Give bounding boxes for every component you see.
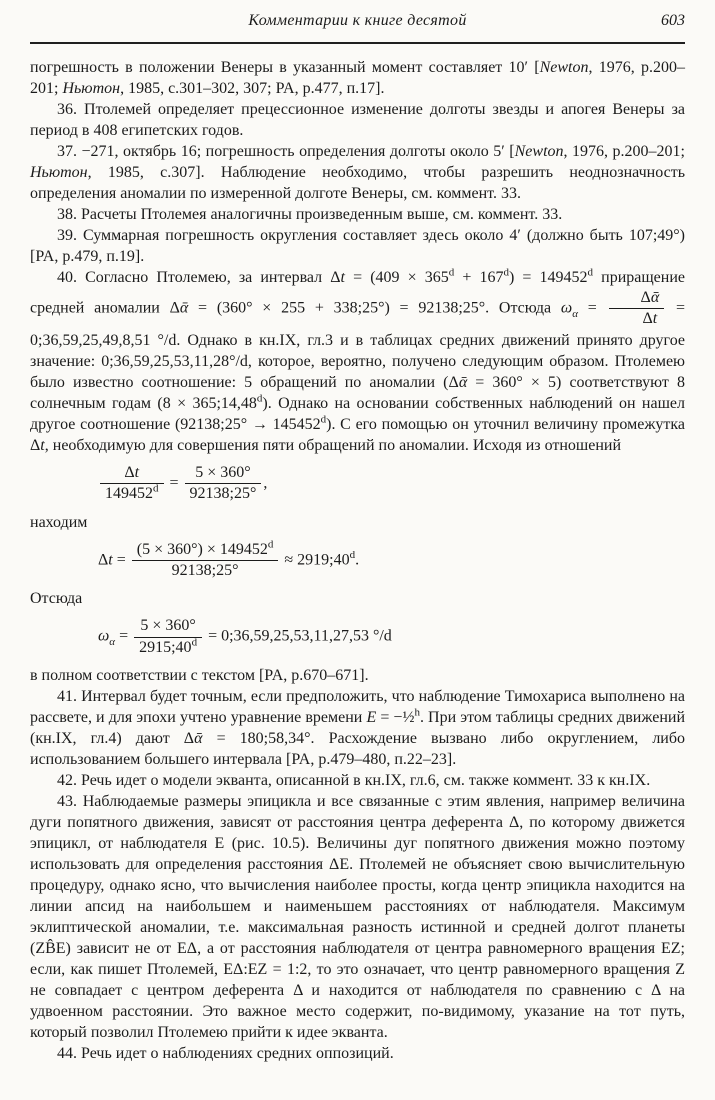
commentary-text — [30, 57, 685, 1064]
commentary-paragraph: 43. Наблюдаемые размеры эпицикла и все связанные с этим явления, например величина дуги попятного движения, зависят от расстояния центра деферента Δ, по которому движется эпицикл, от наблюдателя E (рис. 10.5). Величины дуг попятного движения можно поэтому использовать для определения расстояния ΔE. Птолемей не объясняет свою вычислительную процедуру, однако ясно, что вычисления наиболее просты, когда центр эпицикла находится на линии апсид на наибольшем и наименьшем расстояниях от наблюдателя. Максимум эклиптической аномалии, т.е. максимальная разность истинной и средней долгот планеты (ZB̂E) зависит не от EΔ, а от расстояния наблюдателя от центра равномерного вращения EZ; если, как пишет Птолемей, EΔ:EZ = 1:2, то это означает, что центр равномерного вращения Z не совпадает с центром деферента Δ и находится от наблюдателя по сравнению с Δ на удвоенном расстоянии. Это важное место содержит, по-видимому, указание на тот путь, который позволил Птолемею прийти к идее экванта. — [30, 793, 685, 1042]
commentary-paragraph: 41. Интервал будет точным, если предположить, что наблюдение Тимохариса выполнено на рассвете, и для эпохи учтено уравнение времени E = −½$^h$. При этом таблицы средних движений (кн.IX, гл.4) дают Δᾱ = 180;58,34°. Расхождение вызвано либо округлением, либо использованием большего интервала [PA, p.479–480, п.22–23]. — [30, 688, 686, 769]
commentary-paragraph: в полном соответствии с текстом [PA, p.670–671]. — [30, 667, 369, 685]
commentary-paragraph: 38. Расчеты Птолемея аналогичны произведенным выше, см. коммент. 33. — [57, 206, 563, 223]
fraction: $\frac{\Delta t}{149452^d}$ — [100, 464, 164, 504]
display-formula: Δt = $\frac{(5 \times 360^\circ) \times 149452^d}{92138;25^\circ}$ ≈ $2919;40^d$. — [98, 538, 360, 579]
commentary-paragraph: Отсюда — [30, 590, 83, 608]
display-formula: $\frac{\Delta t}{149452^d}$ = $\frac{5 \times 360^\circ}{92138;25^\circ}$ , — [98, 463, 685, 505]
commentary-paragraph: 36. Птолемей определяет прецессионное изменение долготы звезды и апогея Венеры за период в 408 египетских годов. — [30, 101, 685, 139]
display-formula: $\omega_\alpha$ = $\frac{5 \times 360^\circ}{2915;40^d}$ = 0;36,59,25,53,11,27,53 °/d — [98, 617, 392, 656]
running-title: Комментарии к книге десятой — [248, 12, 467, 29]
fraction: $\frac{\text{Δᾱ}}{\Delta t}$ — [609, 289, 665, 329]
fraction: $\frac{(5 \times 360^\circ) \times 149452^d}{92138;25^\circ}$ — [132, 541, 279, 581]
fraction: $\frac{5 \times 360^\circ}{92138;25^\circ}$ — [185, 464, 262, 504]
commentary-paragraph: 40. Согласно Птолемею, за интервал $\Delta t = (409 \times 365^d + 167^d) = 149452^d$ приращение средней аномалии Δᾱ = (360° × 255 + 338;25°) = 92138;25°. Отсюда $\omega_\alpha$ = $\frac{\text{Δᾱ}}{\Delta t}$ = 0;36,59,25,49,8,51 °/d. Однако в кн.IX, гл.3 и в таблицах средних движений принято другое значение: 0;36,59,25,53,11,28°/d, которое, вероятно, получено следующим образом. Птолемею было известно соотношение: 5 обращений по аномалии (Δᾱ = 360° × 5) соответствуют 8 солнечным годам (8 × 365;14,48$^d$). Однако на основании собственных наблюдений он нашел другое соотношение (92138;25° → $145452^d$). С его помощью он уточнил величину промежутка Δt, необходимую для совершения пяти обращений по аномалии. Исходя из отношений — [30, 266, 686, 454]
page-header — [30, 10, 685, 36]
header-rule — [30, 42, 685, 44]
commentary-paragraph: находим — [30, 513, 88, 531]
commentary-paragraph: погрешность в положении Венеры в указанный момент составляет 10′ [Newton, 1976, p.200–201; Ньютон, 1985, с.301–302, 307; PA, p.477, п.17]. — [30, 59, 685, 97]
page-number: 603 — [661, 12, 685, 29]
commentary-paragraph: 37. −271, октябрь 16; погрешность определения долготы около 5′ [Newton, 1976, p.200–201; Ньютон, 1985, с.307]. Наблюдение необходимо, чтобы разрешить неоднозначность определения аномалии по измеренной долготе Венеры, см. коммент. 33. — [30, 143, 685, 202]
commentary-paragraph: 39. Суммарная погрешность округления составляет здесь около 4′ (должно быть 107;49°) [PA, p.479, п.19]. — [30, 227, 685, 265]
commentary-paragraph: 44. Речь идет о наблюдениях средних оппозиций. — [57, 1045, 394, 1063]
fraction: $\frac{5 \times 360^\circ}{2915;40^d}$ — [134, 617, 202, 657]
commentary-paragraph: 42. Речь идет о модели экванта, описанной в кн.IX, гл.6, см. также коммент. 33 к кн.IX. — [57, 772, 651, 790]
